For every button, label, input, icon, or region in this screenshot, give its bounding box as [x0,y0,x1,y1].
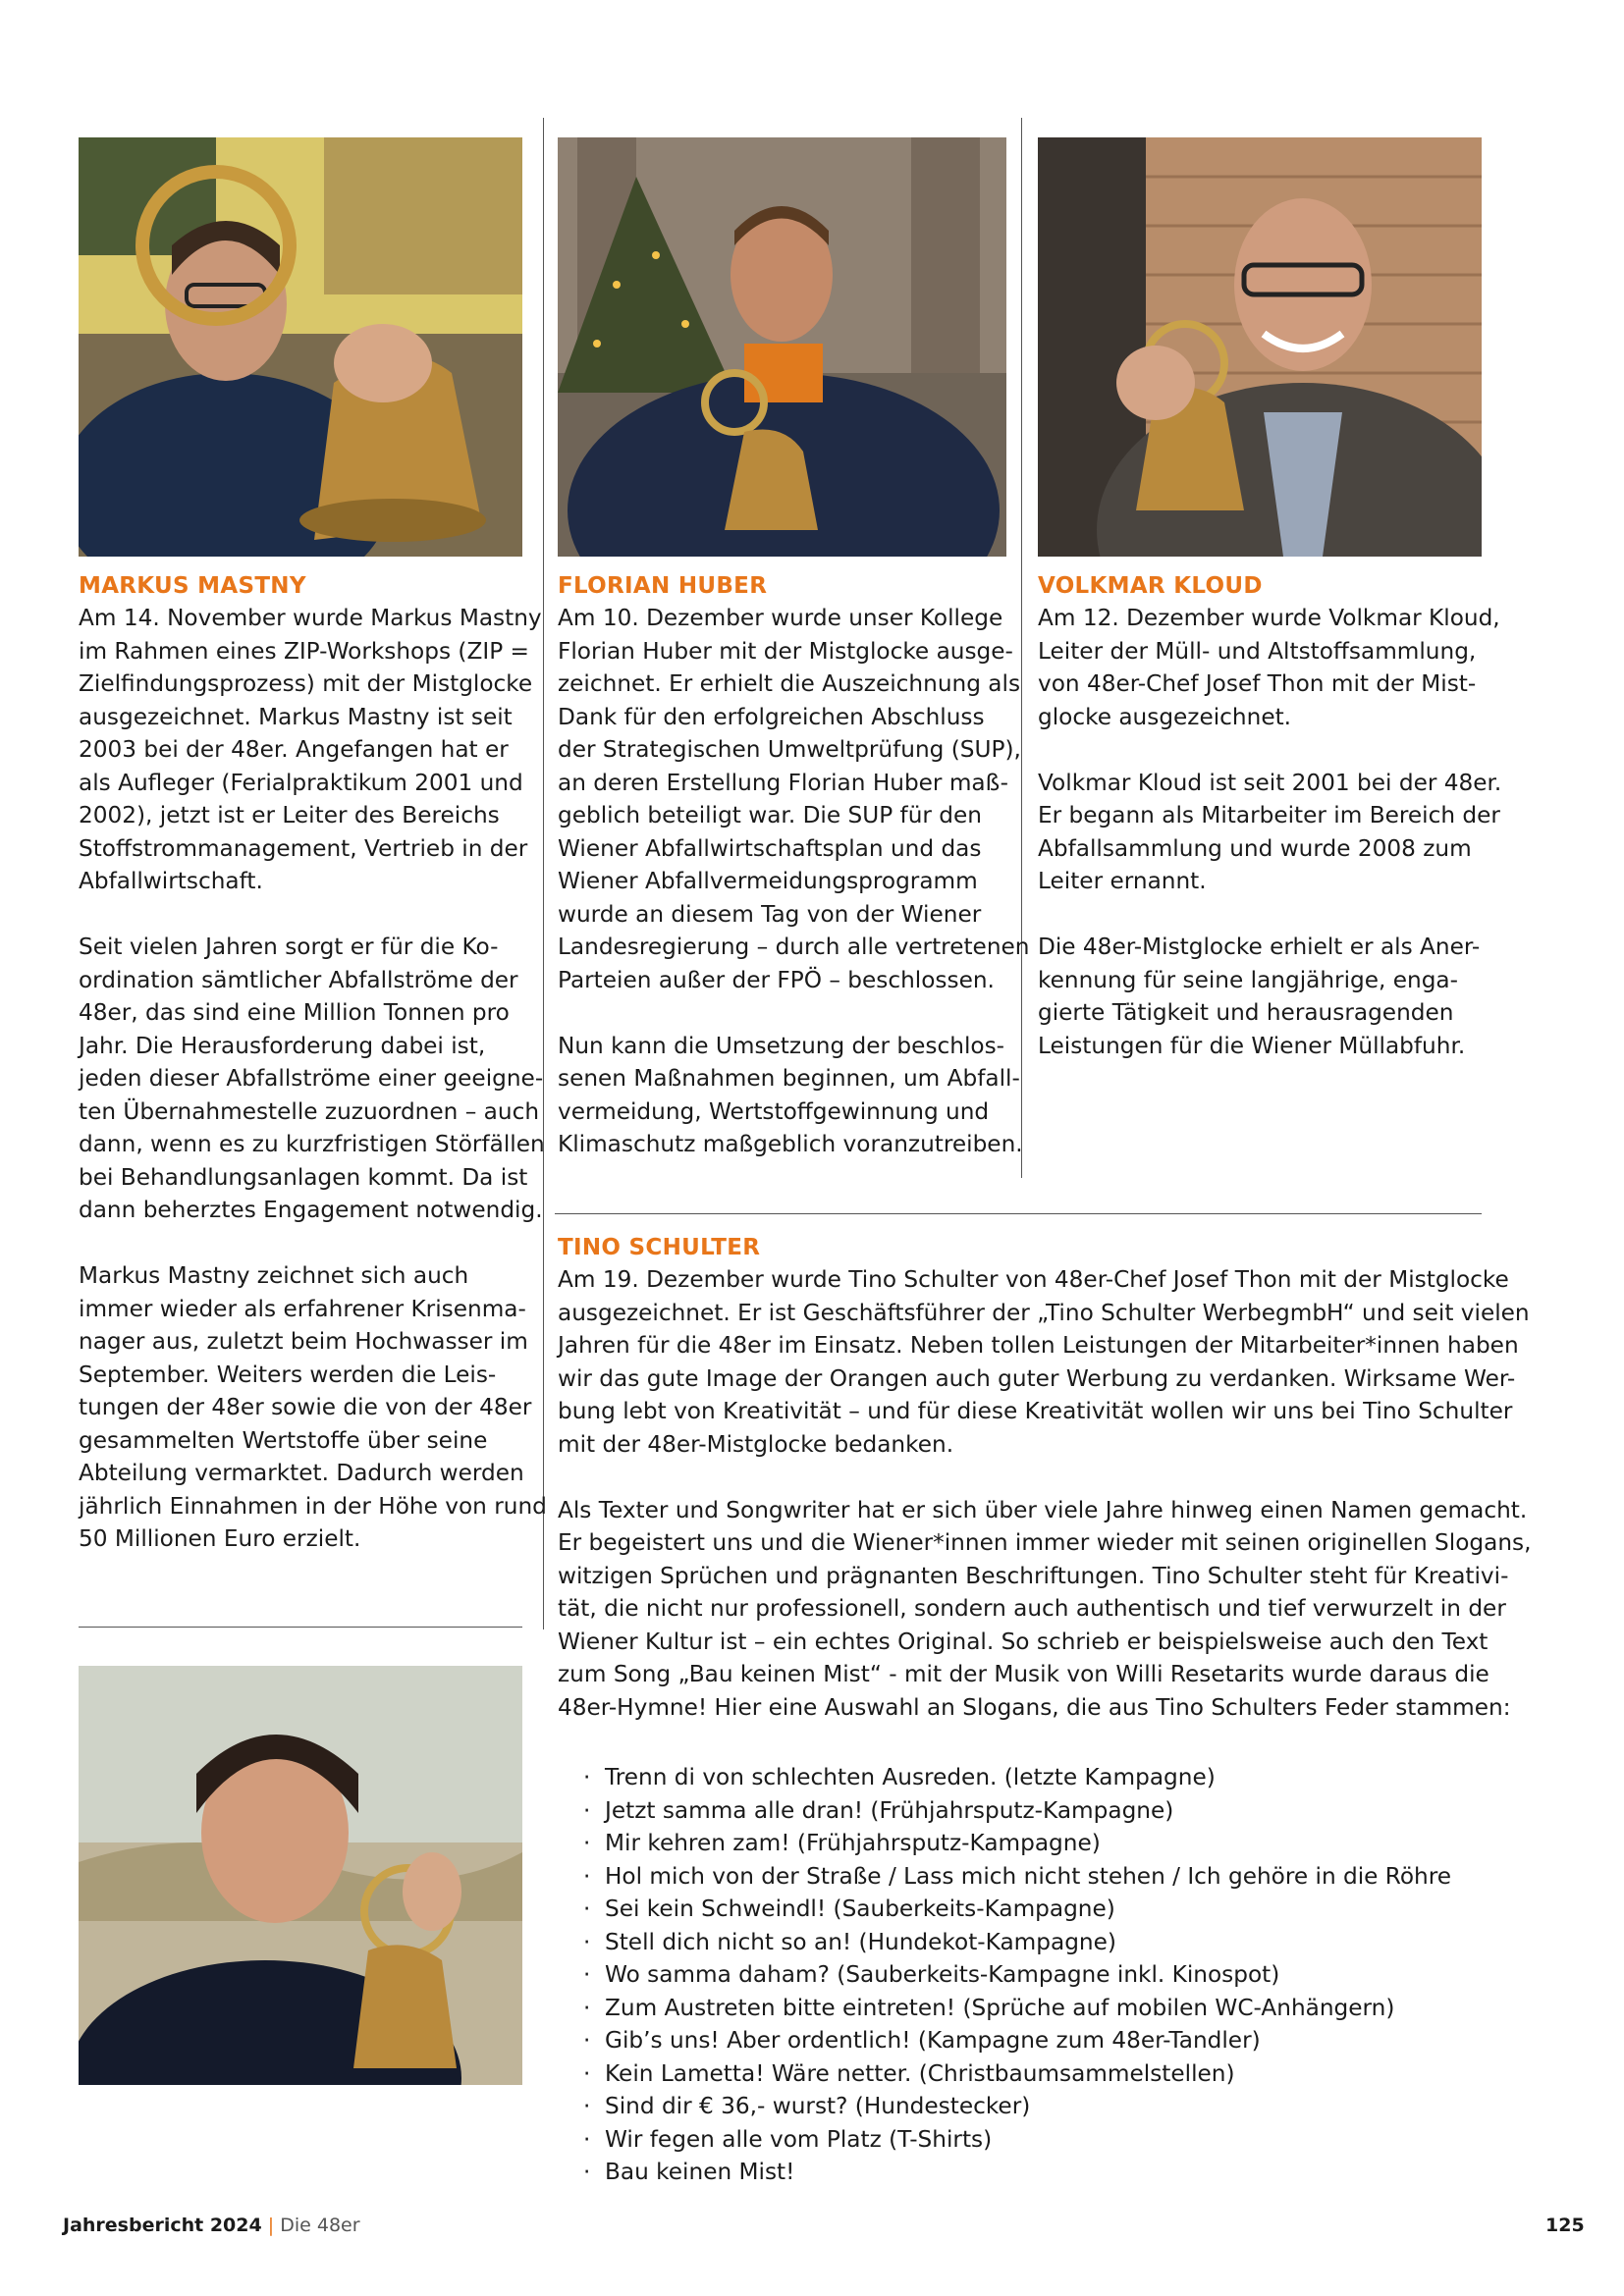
slogan-item [558,2024,1451,2057]
text-line: Florian Huber mit der Mistglocke ausge- [558,637,1013,665]
text-markus-mastny [79,602,547,1556]
text-line: ausgezeichnet. Markus Mastny ist seit [79,703,513,730]
slogan-item [558,2156,1451,2189]
text-line: Jahren für die 48er im Einsatz. Neben tollen Leistungen der Mitarbeiter*innen haben [558,1332,1519,1359]
photo-volkmar-kloud [1038,137,1482,557]
text-line: Am 12. Dezember wurde Volkmar Kloud, [1038,605,1500,631]
text-line: kennung für seine langjährige, enga- [1038,966,1458,993]
text-line: Er begeistert uns und die Wiener*innen immer wieder mit seinen originellen Slogans, [558,1529,1532,1556]
paragraph-gap [1038,898,1501,932]
text-line: Klimaschutz maßgeblich voranzutreiben. [558,1131,1023,1157]
text-volkmar-kloud [1038,602,1501,1062]
text-line: Parteien außer der FPÖ – beschlossen. [558,966,995,993]
slogan-text: Gib’s uns! Aber ordentlich! (Kampagne zum 48er-Tandler) [605,2027,1261,2054]
slogan-item [558,1860,1451,1894]
text-line: immer wieder als erfahrener Krisenma- [79,1295,526,1322]
bullet-icon: · [583,2125,591,2153]
slogan-item [558,2123,1451,2157]
bullet-icon: · [583,1862,591,1890]
text-line: an deren Erstellung Florian Huber maß- [558,769,1009,796]
text-line: Am 10. Dezember wurde unser Kollege [558,605,1003,631]
text-line: Zielfindungsprozess) mit der Mistglocke [79,670,533,697]
slogan-text: Bau keinen Mist! [605,2159,795,2185]
text-line: 2002), jetzt ist er Leiter des Bereichs [79,802,500,828]
text-line: gierte Tätigkeit und herausragenden [1038,999,1454,1026]
text-line: Wiener Abfallwirtschaftsplan und das [558,834,982,862]
heading-volkmar-kloud: VOLKMAR KLOUD [1038,573,1263,599]
bullet-icon: · [583,1796,591,1824]
slogan-item [558,1794,1451,1828]
section-divider-tino [555,1213,1482,1214]
text-line: jährlich Einnahmen in der Höhe von rund [79,1492,547,1520]
text-line: Wiener Kultur ist – ein echtes Original. So schrieb er beispielsweise auch den Text [558,1628,1489,1655]
text-line: Er begann als Mitarbeiter im Bereich der [1038,802,1500,828]
text-line: Landesregierung – durch alle vertretenen [558,934,1030,960]
text-line: geblich beteiligt war. Die SUP für den [558,802,982,828]
photo-markus-mastny [79,137,522,557]
text-line: Leiter ernannt. [1038,868,1207,894]
text-line: gesammelten Wertstoffe über seine [79,1426,488,1454]
text-line: der Strategischen Umweltprüfung (SUP), [558,736,1021,763]
text-line: 48er, das sind eine Million Tonnen pro [79,999,510,1026]
footer-report: Jahresbericht 2024 [63,2215,262,2236]
slogan-text: Sei kein Schweindl! (Sauberkeits-Kampagne) [605,1896,1115,1922]
slogan-item [558,1958,1451,1992]
slogan-list [558,1761,1451,2189]
text-line: senen Maßnahmen beginnen, um Abfall- [558,1065,1020,1092]
text-line: 50 Millionen Euro erzielt. [79,1525,361,1552]
bullet-icon: · [583,1928,591,1955]
paragraph-gap [1038,733,1501,767]
text-line: von 48er-Chef Josef Thon mit der Mist- [1038,670,1477,697]
slogan-text: Trenn di von schlechten Ausreden. (letzte Kampagne) [605,1764,1216,1790]
bullet-icon: · [583,1764,591,1790]
text-line: tät, die nicht nur professionell, sondern auch authentisch und tief verwurzelt in der [558,1595,1506,1622]
text-line: Leistungen für die Wiener Müllabfuhr. [1038,1032,1466,1059]
text-line: mit der 48er-Mistglocke bedanken. [558,1430,954,1458]
slogan-text: Zum Austreten bitte eintreten! (Sprüche auf mobilen WC-Anhängern) [605,1994,1395,2021]
text-line: Markus Mastny zeichnet sich auch [79,1262,469,1289]
slogan-text: Mir kehren zam! (Frühjahrsputz-Kampagne) [605,1830,1101,1856]
bullet-icon: · [583,1961,591,1988]
text-line: ordination sämtlicher Abfallströme der [79,966,518,993]
section-divider-photo [79,1627,522,1628]
text-line: Als Texter und Songwriter hat er sich über viele Jahre hinweg einen Namen gemacht. [558,1496,1528,1523]
text-line: ausgezeichnet. Er ist Geschäftsführer der „Tino Schulter WerbegmbH“ und seit vielen [558,1299,1530,1326]
slogan-text: Stell dich nicht so an! (Hundekot-Kampagne) [605,1928,1116,1955]
heading-tino-schulter: TINO SCHULTER [558,1235,761,1260]
footer-separator: | [267,2215,275,2236]
text-line: wir das gute Image der Orangen auch guter Werbung zu verdanken. Wirksame Wer- [558,1364,1516,1392]
text-line: Abfallsammlung und wurde 2008 zum [1038,834,1472,862]
text-line: Seit vielen Jahren sorgt er für die Ko- [79,934,499,960]
text-line: dann beherztes Engagement notwendig. [79,1197,543,1223]
bullet-icon: · [583,2059,591,2087]
slogan-item [558,2090,1451,2123]
text-line: Jahr. Die Herausforderung dabei ist, [79,1032,486,1059]
heading-markus-mastny: MARKUS MASTNY [79,573,306,599]
text-line: vermeidung, Wertstoffgewinnung und [558,1097,990,1125]
text-line: Am 19. Dezember wurde Tino Schulter von 48er-Chef Josef Thon mit der Mistglocke [558,1266,1509,1293]
text-line: bung lebt von Kreativität – und für diese Kreativität wollen wir uns bei Tino Schulter [558,1398,1513,1424]
text-line: Volkmar Kloud ist seit 2001 bei der 48er. [1038,769,1502,796]
bullet-icon: · [583,2159,591,2185]
text-line: bei Behandlungsanlagen kommt. Da ist [79,1163,528,1191]
text-line: im Rahmen eines ZIP-Workshops (ZIP = [79,637,529,665]
slogan-text: Wir fegen alle vom Platz (T-Shirts) [605,2125,993,2153]
bullet-icon: · [583,1994,591,2021]
footer-org: Die 48er [280,2215,360,2236]
heading-florian-huber: FLORIAN HUBER [558,573,768,599]
paragraph-gap [79,1227,547,1260]
photo-florian-huber [558,137,1006,557]
text-line: September. Weiters werden die Leis- [79,1361,497,1388]
slogan-item [558,1761,1451,1794]
slogan-item [558,1992,1451,2025]
slogan-text: Hol mich von der Straße / Lass mich nicht stehen / Ich gehöre in die Röhre [605,1862,1452,1890]
paragraph-gap [79,898,547,932]
text-tino-schulter [558,1263,1531,1724]
text-line: zum Song „Bau keinen Mist“ - mit der Musik von Willi Resetarits wurde daraus die [558,1661,1489,1687]
bullet-icon: · [583,1830,591,1856]
slogan-item [558,1827,1451,1860]
slogan-item [558,1926,1451,1959]
text-line: Abteilung vermarktet. Dadurch werden [79,1460,524,1486]
text-line: Wiener Abfallvermeidungsprogramm [558,868,978,894]
text-line: witzigen Sprüchen und prägnanten Beschriftungen. Tino Schulter steht für Kreativi- [558,1562,1509,1589]
text-line: glocke ausgezeichnet. [1038,703,1292,730]
bullet-icon: · [583,1896,591,1922]
text-line: Dank für den erfolgreichen Abschluss [558,703,985,730]
text-line: Stoffstrommanagement, Vertrieb in der [79,834,528,862]
bullet-icon: · [583,2027,591,2054]
slogan-item [558,2057,1451,2091]
text-line: tungen der 48er sowie die von der 48er [79,1394,532,1420]
slogan-text: Kein Lametta! Wäre netter. (Christbaumsammelstellen) [605,2059,1235,2087]
text-line: zeichnet. Er erhielt die Auszeichnung als [558,670,1021,697]
text-florian-huber [558,602,1029,1161]
paragraph-gap [558,996,1029,1030]
text-line: 48er-Hymne! Hier eine Auswahl an Slogans, die aus Tino Schulters Feder stammen: [558,1693,1511,1721]
text-line: Leiter der Müll- und Altstoffsammlung, [1038,637,1477,665]
text-line: Nun kann die Umsetzung der beschlos- [558,1032,1005,1059]
text-line: nager aus, zuletzt beim Hochwasser im [79,1328,528,1355]
slogan-text: Wo samma daham? (Sauberkeits-Kampagne inkl. Kinospot) [605,1961,1280,1988]
footer-left [63,2215,360,2236]
text-line: Die 48er-Mistglocke erhielt er als Aner- [1038,934,1481,960]
text-line: als Aufleger (Ferialpraktikum 2001 und [79,769,523,796]
text-line: ten Übernahmestelle zuzuordnen – auch [79,1097,540,1125]
paragraph-gap [558,1461,1531,1494]
slogan-text: Sind dir € 36,- wurst? (Hundestecker) [605,2093,1031,2119]
text-line: jeden dieser Abfallströme einer geeigne- [79,1065,544,1092]
text-line: 2003 bei der 48er. Angefangen hat er [79,736,509,763]
text-line: Am 14. November wurde Markus Mastny [79,605,542,631]
text-line: dann, wenn es zu kurzfristigen Störfällen [79,1131,545,1157]
page-number: 125 [1545,2215,1585,2236]
text-line: Abfallwirtschaft. [79,868,263,894]
text-line: wurde an diesem Tag von der Wiener [558,900,982,928]
photo-tino-schulter [79,1666,522,2085]
slogan-item [558,1893,1451,1926]
bullet-icon: · [583,2093,591,2119]
slogan-text: Jetzt samma alle dran! (Frühjahrsputz-Kampagne) [605,1796,1174,1824]
